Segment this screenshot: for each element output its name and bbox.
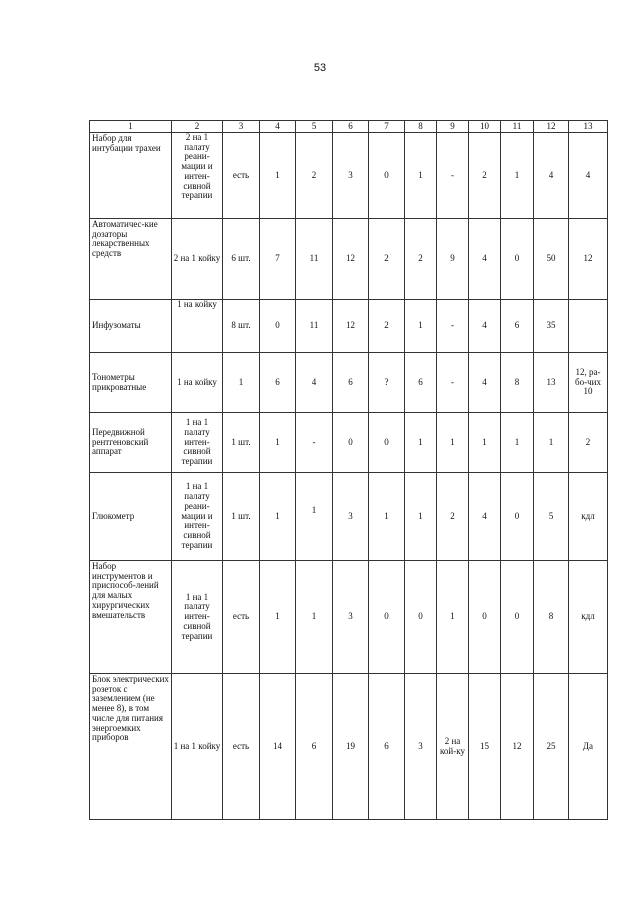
- table-row: [90, 413, 608, 473]
- table-cell: 4: [534, 133, 569, 219]
- table-cell: 1: [405, 300, 437, 353]
- column-header: 7: [369, 121, 405, 133]
- table-cell: 13: [534, 353, 569, 413]
- table-cell: 0: [369, 561, 405, 674]
- table-cell: 0: [501, 219, 534, 300]
- table-cell: 0: [333, 413, 369, 473]
- table-cell: 4: [569, 133, 608, 219]
- table-cell: 4: [469, 353, 501, 413]
- table-cell: 2: [405, 219, 437, 300]
- table-cell: 12, ра-бо-чих 10: [569, 353, 608, 413]
- table-cell: 9: [437, 219, 469, 300]
- equipment-name: Блок электрических розеток с заземлением (не менее 8), в том числе для питания энергоемких приборов: [90, 674, 172, 820]
- table-cell: 1: [260, 473, 296, 561]
- equipment-norm: 1 на 1 палату интен-сивной терапии: [172, 413, 223, 473]
- table-cell: кдл: [569, 561, 608, 674]
- column-header: 9: [437, 121, 469, 133]
- table-cell: 3: [333, 561, 369, 674]
- table-cell: 1: [437, 413, 469, 473]
- table-cell: 11: [296, 300, 333, 353]
- table-cell: 1: [501, 133, 534, 219]
- table-row: [90, 473, 608, 561]
- table-cell: 1: [260, 413, 296, 473]
- table-cell: 0: [501, 473, 534, 561]
- table-cell: 6: [333, 353, 369, 413]
- table-row: [90, 674, 608, 820]
- table-cell: 4: [469, 219, 501, 300]
- column-header: 12: [534, 121, 569, 133]
- table-cell: 0: [469, 561, 501, 674]
- column-header: 6: [333, 121, 369, 133]
- table-cell: 1: [469, 413, 501, 473]
- table-cell: 6: [405, 353, 437, 413]
- column-header: 4: [260, 121, 296, 133]
- table-cell: 6: [260, 353, 296, 413]
- equipment-name: Передвижной рентгеновский аппарат: [90, 413, 172, 473]
- table-cell: -: [437, 353, 469, 413]
- table-cell: 5: [534, 473, 569, 561]
- table-cell: 11: [296, 219, 333, 300]
- table-cell: 19: [333, 674, 369, 820]
- table-row: [90, 133, 608, 219]
- equipment-name: Тонометры прикроватные: [90, 353, 172, 413]
- table-cell: 1: [405, 473, 437, 561]
- column-header: 5: [296, 121, 333, 133]
- table-cell: 2 на кой-ку: [437, 674, 469, 820]
- table-cell: Да: [569, 674, 608, 820]
- table-cell: 3: [333, 473, 369, 561]
- table-cell: 1: [296, 561, 333, 674]
- table-cell: 1: [405, 413, 437, 473]
- table-cell: 1: [223, 353, 260, 413]
- column-header: 3: [223, 121, 260, 133]
- table-cell: 6: [369, 674, 405, 820]
- table-cell: 12: [333, 219, 369, 300]
- table-cell: 4: [469, 473, 501, 561]
- equipment-table: [89, 120, 608, 820]
- table-cell: 12: [569, 219, 608, 300]
- table-row: [90, 219, 608, 300]
- table-cell: есть: [223, 674, 260, 820]
- table-cell: [569, 300, 608, 353]
- table-cell: [296, 473, 333, 561]
- equipment-norm: 2 на 1 палату реани-мации и интен-сивной терапии: [172, 133, 223, 219]
- table-cell: 2: [437, 473, 469, 561]
- table-cell: 15: [469, 674, 501, 820]
- equipment-name: Набор инструментов и приспособ-лений для малых хирургических вмешательств: [90, 561, 172, 674]
- equipment-norm: 1 на койку: [172, 300, 223, 353]
- table-cell: 3: [333, 133, 369, 219]
- table-cell: 6 шт.: [223, 219, 260, 300]
- table-cell: 3: [405, 674, 437, 820]
- column-header: 2: [172, 121, 223, 133]
- table-cell: 0: [369, 133, 405, 219]
- table-cell: кдл: [569, 473, 608, 561]
- table-cell: 12: [333, 300, 369, 353]
- table-cell: 0: [405, 561, 437, 674]
- equipment-norm: 1 на 1 палату реани-мации и интен-сивной терапии: [172, 473, 223, 561]
- equipment-norm: 1 на койку: [172, 353, 223, 413]
- page-number: 53: [313, 62, 327, 74]
- table-cell: есть: [223, 133, 260, 219]
- table-cell: 2: [369, 300, 405, 353]
- column-header: 13: [569, 121, 608, 133]
- table-row: [90, 561, 608, 674]
- table-cell: 4: [469, 300, 501, 353]
- equipment-norm: 2 на 1 койку: [172, 219, 223, 300]
- table-cell: 25: [534, 674, 569, 820]
- equipment-name: Глюкометр: [90, 473, 172, 561]
- table-cell: 12: [501, 674, 534, 820]
- table-cell: 7: [260, 219, 296, 300]
- table-cell: 1: [405, 133, 437, 219]
- table-cell: 1: [260, 133, 296, 219]
- table-cell: 1: [437, 561, 469, 674]
- table-cell: 1: [534, 413, 569, 473]
- table-cell: 14: [260, 674, 296, 820]
- equipment-name: Инфузоматы: [90, 300, 172, 353]
- table-cell: 2: [296, 133, 333, 219]
- table-cell: -: [437, 133, 469, 219]
- column-header: 8: [405, 121, 437, 133]
- table-cell: 0: [501, 561, 534, 674]
- equipment-norm: 1 на 1 палату интен-сивной терапии: [172, 561, 223, 674]
- table-cell: ?: [369, 353, 405, 413]
- table-cell: 4: [296, 353, 333, 413]
- table-cell: 35: [534, 300, 569, 353]
- table-cell: 2: [369, 219, 405, 300]
- table-cell-value: 1: [311, 504, 317, 515]
- table-cell: 0: [369, 413, 405, 473]
- table-cell: 2: [469, 133, 501, 219]
- column-header: 11: [501, 121, 534, 133]
- table-row: [90, 353, 608, 413]
- table-cell: 1: [369, 473, 405, 561]
- equipment-norm: 1 на 1 койку: [172, 674, 223, 820]
- table-cell: 8 шт.: [223, 300, 260, 353]
- table-cell: 6: [296, 674, 333, 820]
- table-cell: есть: [223, 561, 260, 674]
- table-cell: 50: [534, 219, 569, 300]
- table-cell: 2: [569, 413, 608, 473]
- table-row: [90, 300, 608, 353]
- equipment-name: Набор для интубации трахеи: [90, 133, 172, 219]
- table-cell: 1: [501, 413, 534, 473]
- table-cell: 6: [501, 300, 534, 353]
- table-cell: 1 шт.: [223, 473, 260, 561]
- table-cell: 8: [501, 353, 534, 413]
- column-header: 10: [469, 121, 501, 133]
- equipment-name: Автоматичес-кие дозаторы лекарственных средств: [90, 219, 172, 300]
- table-cell: 0: [260, 300, 296, 353]
- column-header: 1: [90, 121, 172, 133]
- table-cell: 8: [534, 561, 569, 674]
- table-cell: 1 шт.: [223, 413, 260, 473]
- table-cell: -: [296, 413, 333, 473]
- table-cell: 1: [260, 561, 296, 674]
- table-cell: -: [437, 300, 469, 353]
- table-header-row: [90, 121, 608, 133]
